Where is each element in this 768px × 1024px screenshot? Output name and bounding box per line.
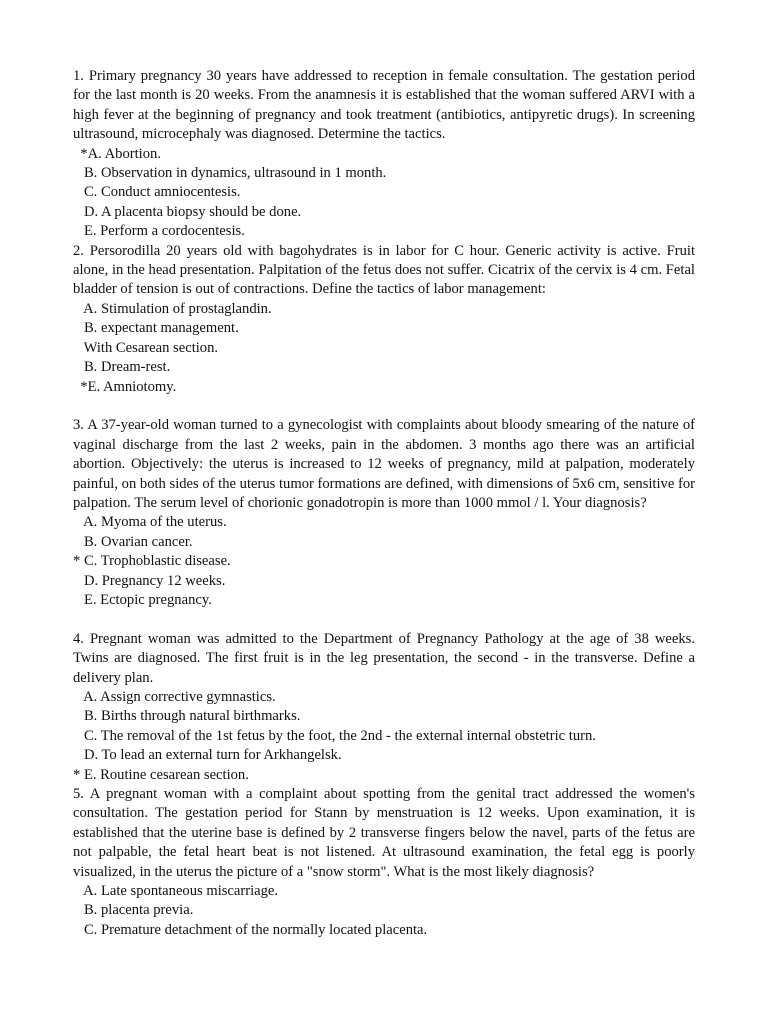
answer-option: * C. Trophoblastic disease. (73, 553, 231, 570)
answer-option: E. Perform a cordocentesis. (73, 223, 245, 240)
question-text: 2. Persorodilla 20 years old with bagohydrates is in labor for C hour. Generic activity is active. Fruit alone, in the head presentation. Palpitation of the fetus does not suffer. Cicatrix of the cervix is 4 cm. Fetal bladder of tension is out of contractions. Define the tactics of labor management: (73, 242, 695, 298)
answer-option: A. Assign corrective gymnastics. (73, 688, 276, 705)
question-4 (73, 630, 695, 785)
answer-option: A. Myoma of the uterus. (73, 514, 227, 531)
answer-option: D. Pregnancy 12 weeks. (73, 572, 226, 589)
answer-option: B. Births through natural birthmarks. (73, 708, 301, 725)
answer-option: E. Ectopic pregnancy. (73, 591, 212, 608)
answer-option: A. Stimulation of prostaglandin. (73, 300, 272, 317)
answer-option: C. The removal of the 1st fetus by the foot, the 2nd - the external internal obstetric turn. (73, 727, 596, 744)
question-text: 5. A pregnant woman with a complaint about spotting from the genital tract addressed the women's consultation. The gestation period for Stann by menstruation is 12 weeks. Upon examination, it is established that the uterine base is defined by 2 transverse fingers below the navel, parts of the fetus are not palpable, the fetal heart beat is not listened. At ultrasound examination, the fetal egg is poorly visualized, in the uterus the picture of a "snow storm". What is the most likely diagnosis? (73, 786, 695, 880)
answer-option: A. Late spontaneous miscarriage. (73, 883, 279, 900)
answer-option: *A. Abortion. (73, 145, 161, 162)
blank-line (73, 397, 695, 416)
answer-option: B. Observation in dynamics, ultrasound in 1 month. (73, 165, 387, 182)
answer-option: B. Ovarian cancer. (73, 533, 193, 550)
answer-option: B. Dream-rest. (73, 359, 171, 376)
question-5 (73, 785, 695, 940)
answer-option: D. To lead an external turn for Arkhangelsk. (73, 747, 342, 764)
answer-option: *E. Amniotomy. (73, 378, 177, 395)
answer-option: * E. Routine cesarean section. (73, 766, 249, 783)
answer-option: C. Premature detachment of the normally located placenta. (73, 921, 428, 938)
answer-option: D. A placenta biopsy should be done. (73, 203, 302, 220)
answer-option: B. placenta previa. (73, 902, 194, 919)
question-1 (73, 67, 695, 242)
question-3 (73, 416, 695, 610)
answer-option: C. Conduct amniocentesis. (73, 184, 241, 201)
question-text: 1. Primary pregnancy 30 years have addressed to reception in female consultation. The gestation period for the last month is 20 weeks. From the anamnesis it is established that the woman suffered ARVI with a high fever at the beginning of pregnancy and took treatment (antibiotics, antipyretic drugs). In screening ultrasound, microcephaly was diagnosed. Determine the tactics. (73, 68, 695, 143)
answer-option: B. expectant management. (73, 320, 239, 337)
blank-line (73, 610, 695, 629)
document-content (73, 67, 695, 940)
question-text: 3. A 37-year-old woman turned to a gynecologist with complaints about bloody smearing of the nature of vaginal discharge from the last 2 weeks, pain in the abdomen. 3 months ago there was an artificial abortion. Objectively: the uterus is increased to 12 weeks of pregnancy, mild at palpation, moderately painful, on both sides of the uterus tumor formations are defined, with dimensions of 5x6 cm, sensitive for palpation. The serum level of chorionic gonadotropin is more than 1000 mmol / l. Your diagnosis? (73, 417, 695, 511)
question-text: 4. Pregnant woman was admitted to the Department of Pregnancy Pathology at the age of 38 weeks. Twins are diagnosed. The first fruit is in the leg presentation, the second - in the transverse. Define a delivery plan. (73, 630, 695, 686)
question-2 (73, 242, 695, 397)
answer-option: With Cesarean section. (73, 339, 219, 356)
